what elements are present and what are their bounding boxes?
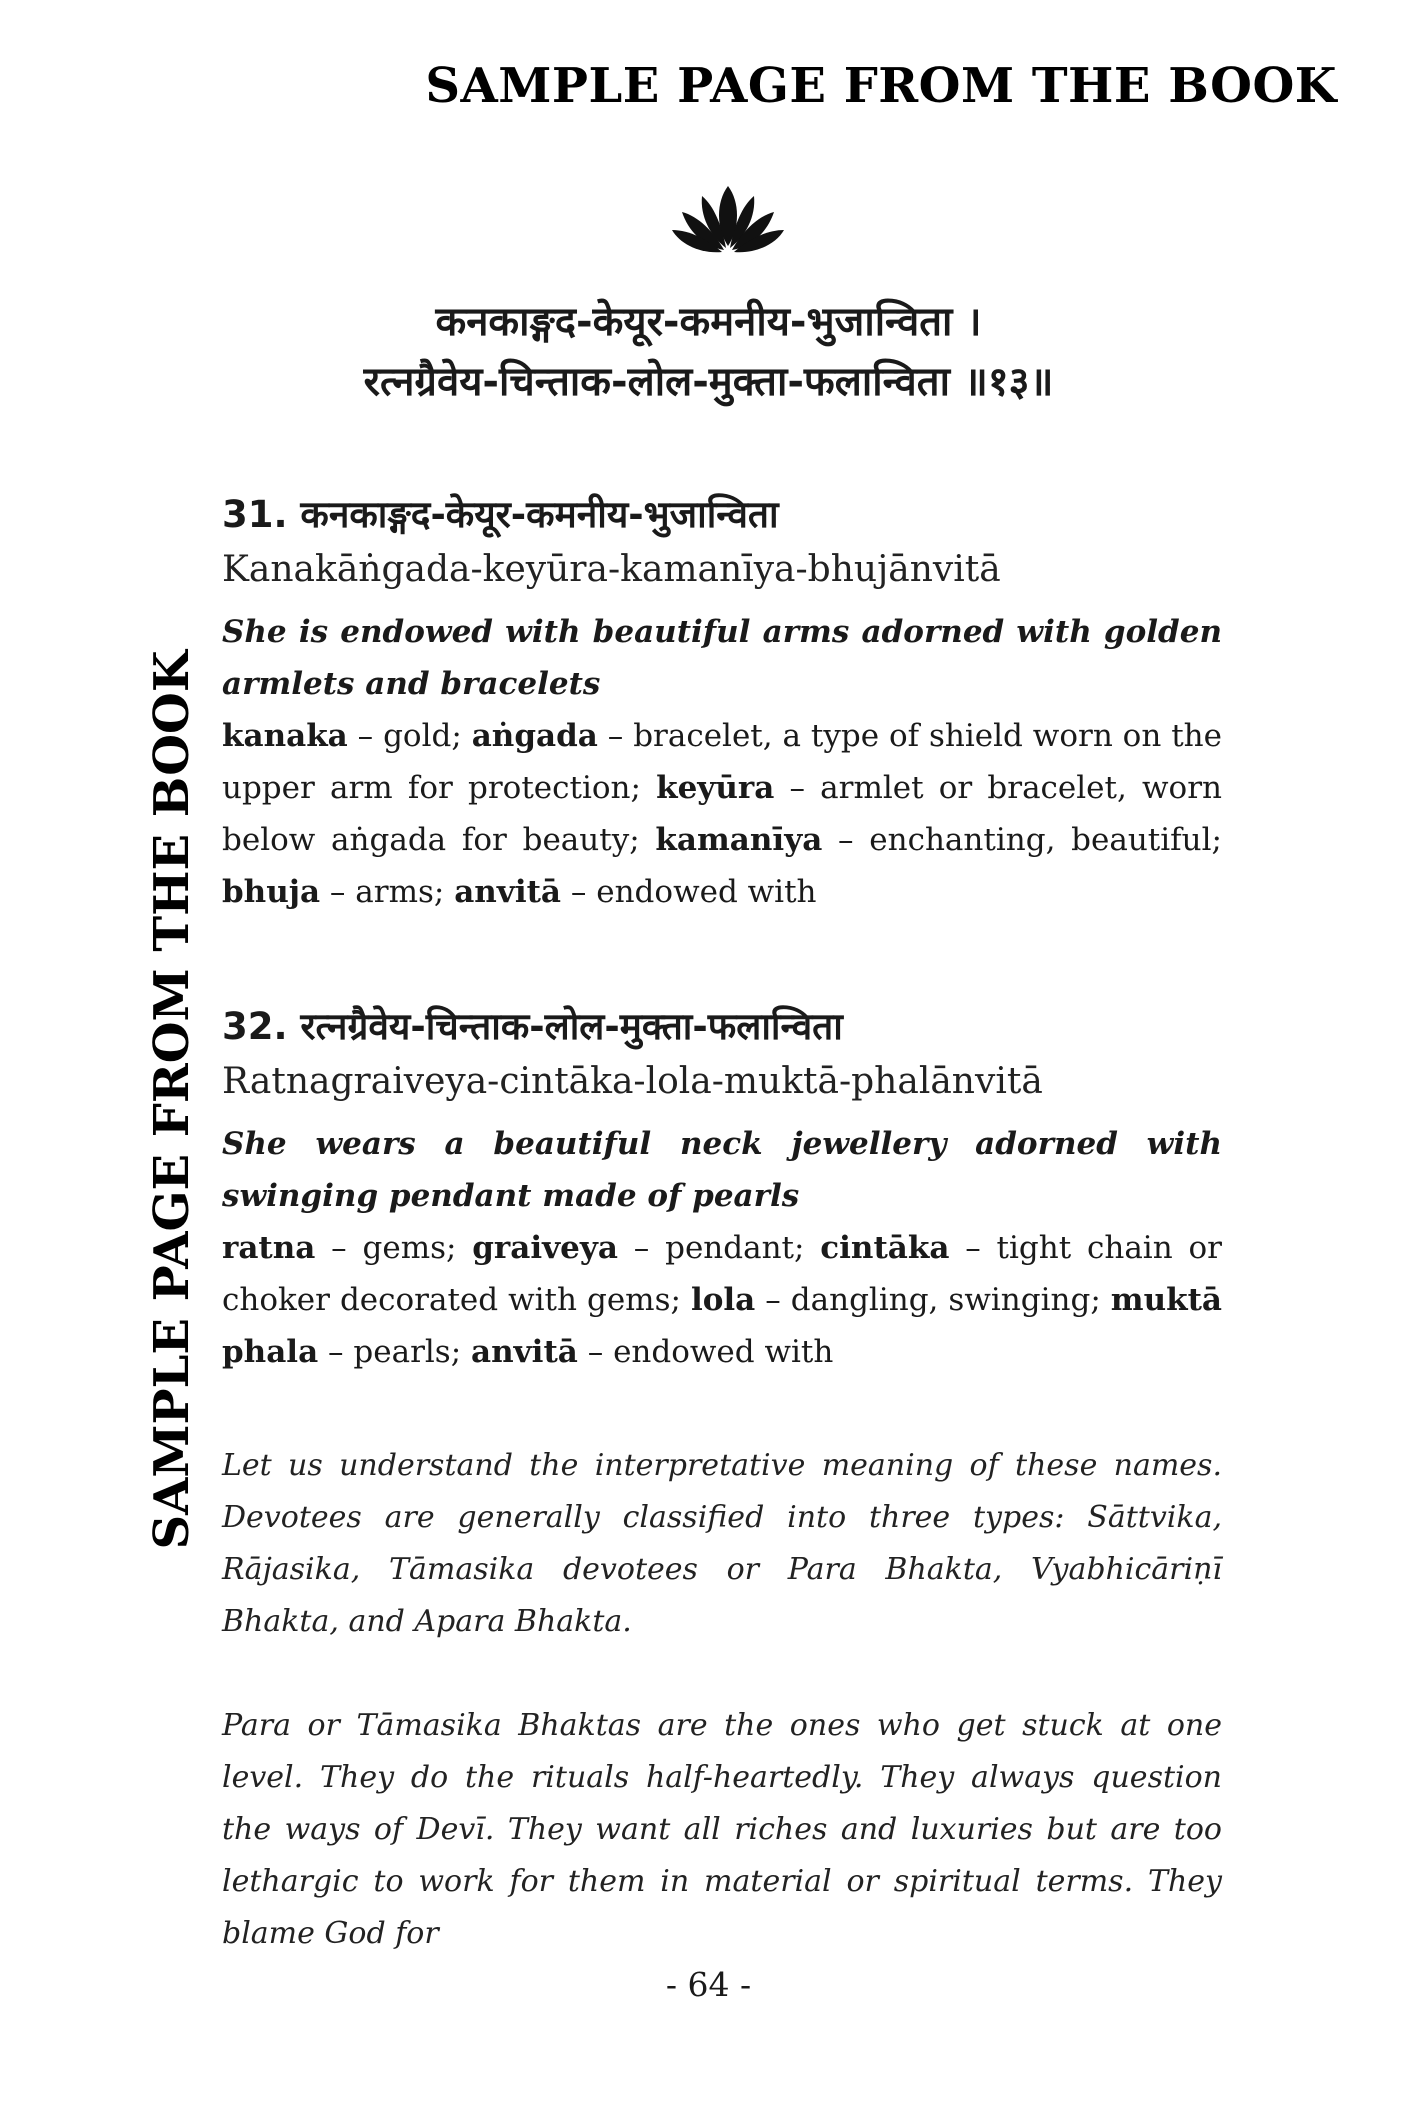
interpretation-paragraph-2	[222, 1700, 1222, 1960]
interpretation-paragraph-1	[222, 1440, 1222, 1648]
lotus-icon	[668, 178, 788, 258]
verse-line-2: रत्नग्रैवेय-चिन्ताक-लोल-मुक्ता-फलान्विता ॥१३॥	[363, 359, 1054, 405]
glossary-def: bracelet, a type of shield worn on the upper arm for protection	[222, 718, 1222, 806]
name-heading: 31. कनकाङ्गद-केयूर-कमनीय-भुजान्विता	[222, 493, 779, 536]
paragraph-text: Let us understand the interpretative meaning of these names. Devotees are generally classified into three types: Sāttvika, Rājasika, Tāmasika devotees or Para Bhakta, Vyabhicāriṇī Bhakta, and Apara Bhakta.	[222, 1448, 1222, 1639]
glossary-term: keyūra	[656, 770, 775, 806]
glossary-term: kamanīya	[655, 822, 823, 858]
glossary-def: pendant	[665, 1230, 794, 1266]
glossary-term: cintāka	[820, 1230, 950, 1266]
glossary-term: anvitā	[471, 1334, 578, 1370]
glossary-term: graiveya	[472, 1230, 618, 1266]
glossary-term: muktā phala	[222, 1282, 1222, 1370]
name-entry-32	[222, 1000, 1222, 1378]
transliteration: Kanakāṅgada-keyūra-kamanīya-bhujānvitā	[222, 549, 1001, 590]
glossary-def: tight chain or choker decorated with gems	[222, 1230, 1222, 1318]
glossary-term: lola	[690, 1282, 756, 1318]
glossary-def: armlet or bracelet, worn below aṅgada for beauty	[222, 770, 1222, 858]
paragraph-text: Para or Tāmasika Bhaktas are the ones who get stuck at one level. They do the rituals half-heartedly. They always question the ways of Devī. They want all riches and luxuries but are too lethargic to work for them in material or spiritual terms. They blame God for	[222, 1708, 1222, 1951]
glossary-term: ratna	[222, 1230, 316, 1266]
glossary-def: enchanting, beautiful	[869, 822, 1212, 858]
glossary-def: dangling, swinging	[790, 1282, 1091, 1318]
glossary: kanaka – gold; aṅgada – bracelet, a type of shield worn on the upper arm for protection; keyūra – armlet or bracelet, worn below aṅgada for beauty; kamanīya – enchanting, beautiful; bhuja – arms; anvitā – endowed with	[222, 718, 1222, 910]
glossary-term: kanaka	[222, 718, 348, 754]
watermark-top: SAMPLE PAGE FROM THE BOOK	[425, 58, 1337, 114]
verse-line-1: कनकाङ्गद-केयूर-कमनीय-भुजान्विता ।	[435, 299, 982, 345]
meaning: She wears a beautiful neck jewellery adorned with swinging pendant made of pearls	[222, 1126, 1222, 1214]
glossary: ratna – gems; graiveya – pendant; cintāka – tight chain or choker decorated with gems; lola – dangling, swinging; muktā phala – pearls; anvitā – endowed with	[222, 1230, 1222, 1370]
glossary-def: arms	[355, 874, 434, 910]
glossary-term: anvitā	[454, 874, 562, 910]
glossary-def: gems	[362, 1230, 446, 1266]
name-entry-31	[222, 488, 1222, 918]
glossary-term: bhuja	[222, 874, 321, 910]
transliteration: Ratnagraiveya-cintāka-lola-muktā-phalānvitā	[222, 1061, 1043, 1102]
glossary-def: endowed with	[613, 1334, 834, 1370]
meaning: She is endowed with beautiful arms adorned with golden armlets and bracelets	[222, 614, 1222, 702]
name-heading: 32. रत्नग्रैवेय-चिन्ताक-लोल-मुक्ता-फलान्विता	[222, 1005, 843, 1048]
watermark-side: SAMPLE PAGE FROM THE BOOK	[144, 650, 200, 1550]
glossary-def: endowed with	[596, 874, 817, 910]
glossary-def: pearls	[353, 1334, 451, 1370]
glossary-def: gold	[383, 718, 452, 754]
glossary-term: aṅgada	[471, 718, 598, 754]
page-number: - 64 -	[665, 1965, 752, 2004]
